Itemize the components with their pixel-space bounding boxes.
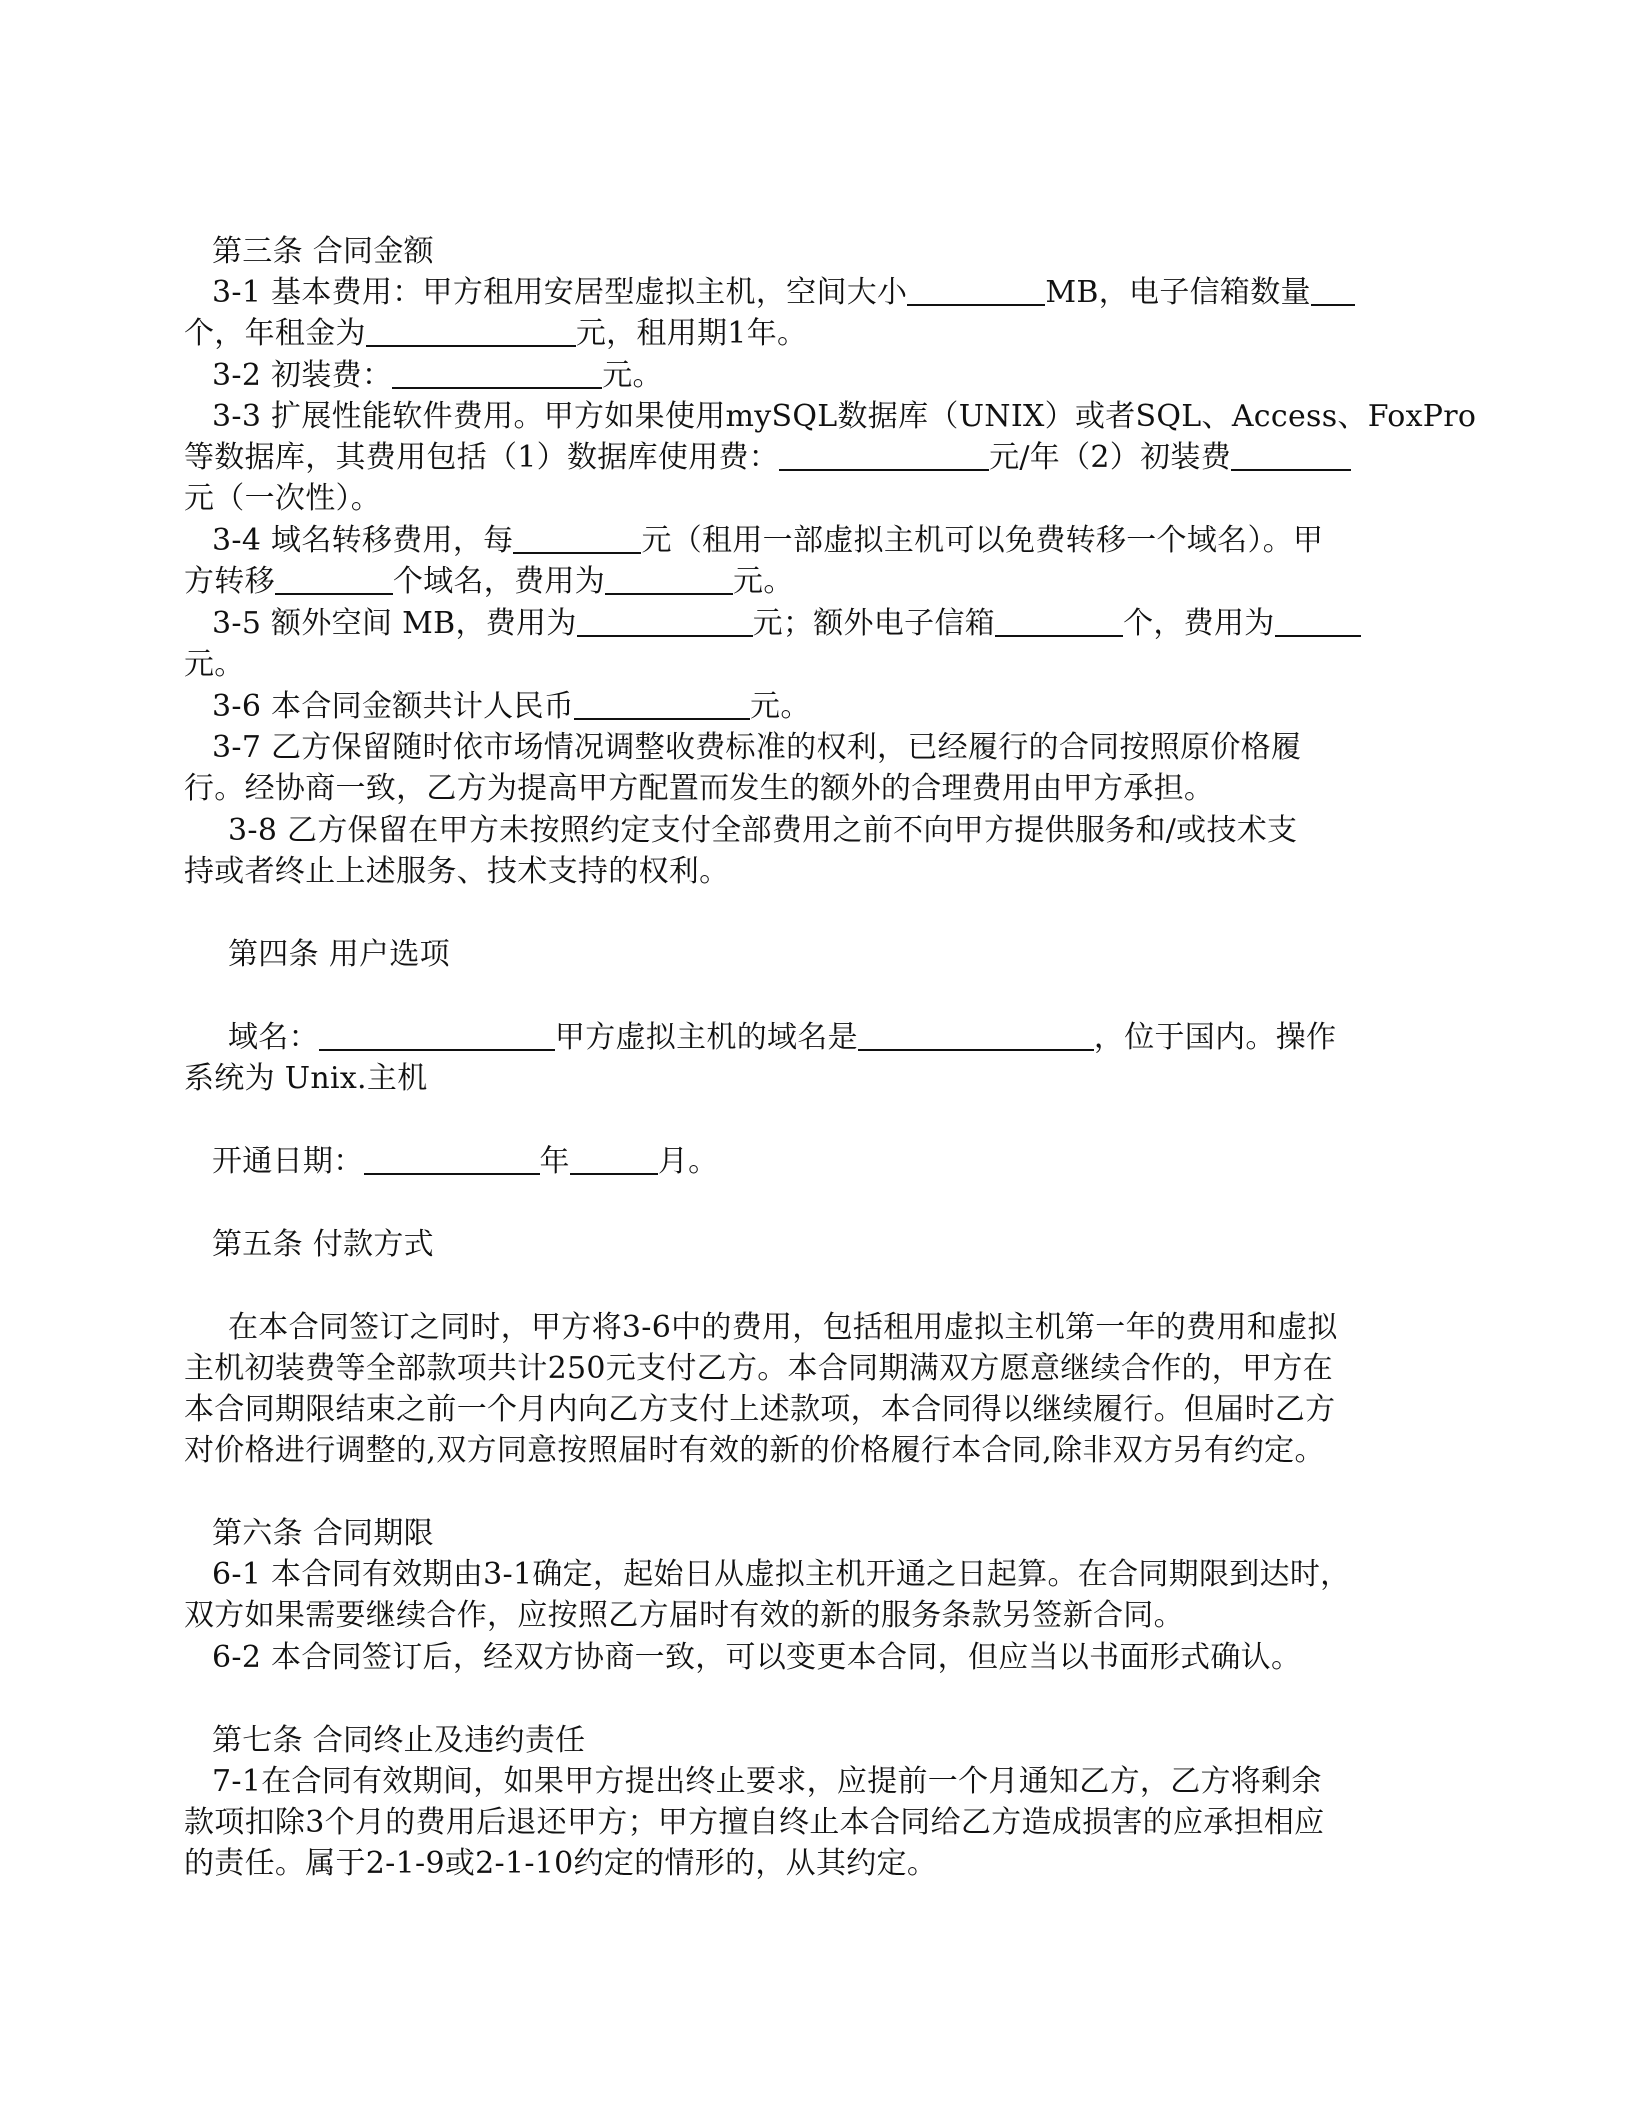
domain-line-1 xyxy=(228,1018,1336,1058)
clause-6-2: 6-2 本合同签订后，经双方协商一致，可以变更本合同，但应当以书面形式确认。 xyxy=(212,1640,1302,1675)
clause-3-8-line-2: 持或者终止上述服务、技术支持的权利。 xyxy=(184,854,730,889)
clause-3-3-line-1: 3-3 扩展性能软件费用。甲方如果使用mySQL数据库（UNIX）或者SQL、Access、FoxPro xyxy=(212,399,1477,434)
clause-3-5-text-3: 个，费用为 xyxy=(1123,606,1275,641)
clause-3-4-text-3: 方转移 xyxy=(184,564,275,599)
clause-6-1-line-2: 双方如果需要继续合作，应按照乙方届时有效的新的服务条款另签新合同。 xyxy=(184,1598,1184,1633)
clause-3-2-text-2: 元。 xyxy=(602,358,663,393)
clause-6-1-line-1: 6-1 本合同有效期由3-1确定，起始日从虚拟主机开通之日起算。在合同期限到达时， xyxy=(212,1557,1351,1592)
clause-3-5-text-1: 3-5 额外空间 MB，费用为 xyxy=(212,606,577,641)
clause-3-4-line-2 xyxy=(184,562,794,602)
open-date-text-3: 月。 xyxy=(657,1144,719,1179)
clause-3-1-text-4: 元，租用期1年。 xyxy=(575,316,808,351)
article-5-line-3: 本合同期限结束之前一个月内向乙方支付上述款项，本合同得以继续履行。但届时乙方 xyxy=(184,1392,1336,1427)
clause-3-3-text-2: 元/年（2）初装费 xyxy=(989,440,1231,475)
domain-fee-total-blank[interactable] xyxy=(605,563,733,595)
db-usage-fee-blank[interactable] xyxy=(779,439,989,471)
clause-3-1-text-2: MB，电子信箱数量 xyxy=(1045,275,1311,310)
clause-3-1-text-1: 3-1 基本费用：甲方租用安居型虚拟主机，空间大小 xyxy=(212,275,908,310)
article-5-line-4: 对价格进行调整的,双方同意按照届时有效的新的价格履行本合同,除非双方另有约定。 xyxy=(184,1433,1325,1468)
open-date-text-2: 年 xyxy=(539,1144,570,1179)
clause-7-1-line-2: 款项扣除3个月的费用后退还甲方；甲方擅自终止本合同给乙方造成损害的应承担相应 xyxy=(184,1805,1325,1840)
clause-3-7-line-2: 行。经协商一致，乙方为提高甲方配置而发生的额外的合理费用由甲方承担。 xyxy=(184,771,1215,806)
domain-line-2: 系统为 Unix.主机 xyxy=(184,1061,428,1096)
article-4-title: 第四条 用户选项 xyxy=(228,937,450,972)
domain-count-blank[interactable] xyxy=(275,563,393,595)
open-year-blank[interactable] xyxy=(364,1143,540,1175)
clause-3-8-line-1: 3-8 乙方保留在甲方未按照约定支付全部费用之前不向甲方提供服务和/或技术支 xyxy=(228,813,1298,848)
clause-3-5-line-2: 元。 xyxy=(184,647,245,682)
clause-3-3-line-3: 元（一次性）。 xyxy=(184,481,382,516)
clause-3-4-text-2: 元（租用一部虚拟主机可以免费转移一个域名）。甲 xyxy=(641,523,1324,558)
article-7-title: 第七条 合同终止及违约责任 xyxy=(212,1723,586,1758)
clause-3-5-line-1 xyxy=(212,604,1361,644)
mailbox-count-blank[interactable] xyxy=(1311,274,1355,306)
article-5-line-2: 主机初装费等全部款项共计250元支付乙方。本合同期满双方愿意继续合作的，甲方在 xyxy=(184,1351,1333,1386)
clause-7-1-line-3: 的责任。属于2-1-9或2-1-10约定的情形的，从其约定。 xyxy=(184,1846,938,1881)
clause-3-1-line-1 xyxy=(212,273,1355,313)
clause-3-2 xyxy=(212,356,663,396)
clause-3-6-text-1: 3-6 本合同金额共计人民币 xyxy=(212,689,575,724)
space-size-blank[interactable] xyxy=(907,274,1045,306)
clause-3-4-text-4: 个域名，费用为 xyxy=(392,564,606,599)
contract-total-blank[interactable] xyxy=(574,688,750,720)
article-5-title: 第五条 付款方式 xyxy=(212,1227,434,1262)
open-date-text-1: 开通日期： xyxy=(212,1144,364,1179)
clause-3-4-line-1 xyxy=(212,521,1323,561)
clause-3-7-line-1: 3-7 乙方保留随时依市场情况调整收费标准的权利，已经履行的合同按照原价格履 xyxy=(212,730,1302,765)
article-3-title: 第三条 合同金额 xyxy=(212,234,434,269)
clause-3-4-text-5: 元。 xyxy=(733,564,794,599)
host-domain-blank[interactable] xyxy=(858,1019,1094,1051)
extra-space-fee-blank[interactable] xyxy=(577,605,753,637)
extra-mailbox-fee-blank[interactable] xyxy=(1275,605,1361,637)
domain-text-1: 域名： xyxy=(228,1020,319,1055)
clause-3-6-text-2: 元。 xyxy=(750,689,811,724)
article-5-line-1: 在本合同签订之同时，甲方将3-6中的费用，包括租用虚拟主机第一年的费用和虚拟 xyxy=(228,1310,1338,1345)
clause-3-4-text-1: 3-4 域名转移费用，每 xyxy=(212,523,514,558)
db-setup-fee-blank[interactable] xyxy=(1231,439,1351,471)
extra-mailbox-count-blank[interactable] xyxy=(995,605,1123,637)
clause-3-3-text-1: 等数据库，其费用包括（1）数据库使用费： xyxy=(184,440,780,475)
clause-3-6 xyxy=(212,687,811,727)
domain-transfer-fee-blank[interactable] xyxy=(513,522,641,554)
clause-3-1-text-3: 个，年租金为 xyxy=(184,316,366,351)
clause-3-1-line-2 xyxy=(184,314,807,354)
open-month-blank[interactable] xyxy=(570,1143,658,1175)
clause-3-2-text-1: 3-2 初装费： xyxy=(212,358,393,393)
annual-rent-blank[interactable] xyxy=(366,315,576,347)
article-6-title: 第六条 合同期限 xyxy=(212,1516,434,1551)
domain-text-3: ，位于国内。操作 xyxy=(1093,1020,1337,1055)
clause-3-5-text-2: 元；额外电子信箱 xyxy=(752,606,996,641)
domain-text-2: 甲方虚拟主机的域名是 xyxy=(554,1020,858,1055)
setup-fee-blank[interactable] xyxy=(392,357,602,389)
clause-3-3-line-2 xyxy=(184,438,1351,478)
clause-7-1-line-1: 7-1在合同有效期间，如果甲方提出终止要求，应提前一个月通知乙方，乙方将剩余 xyxy=(212,1764,1322,1799)
open-date-line xyxy=(212,1142,718,1182)
domain-name-blank[interactable] xyxy=(319,1019,555,1051)
